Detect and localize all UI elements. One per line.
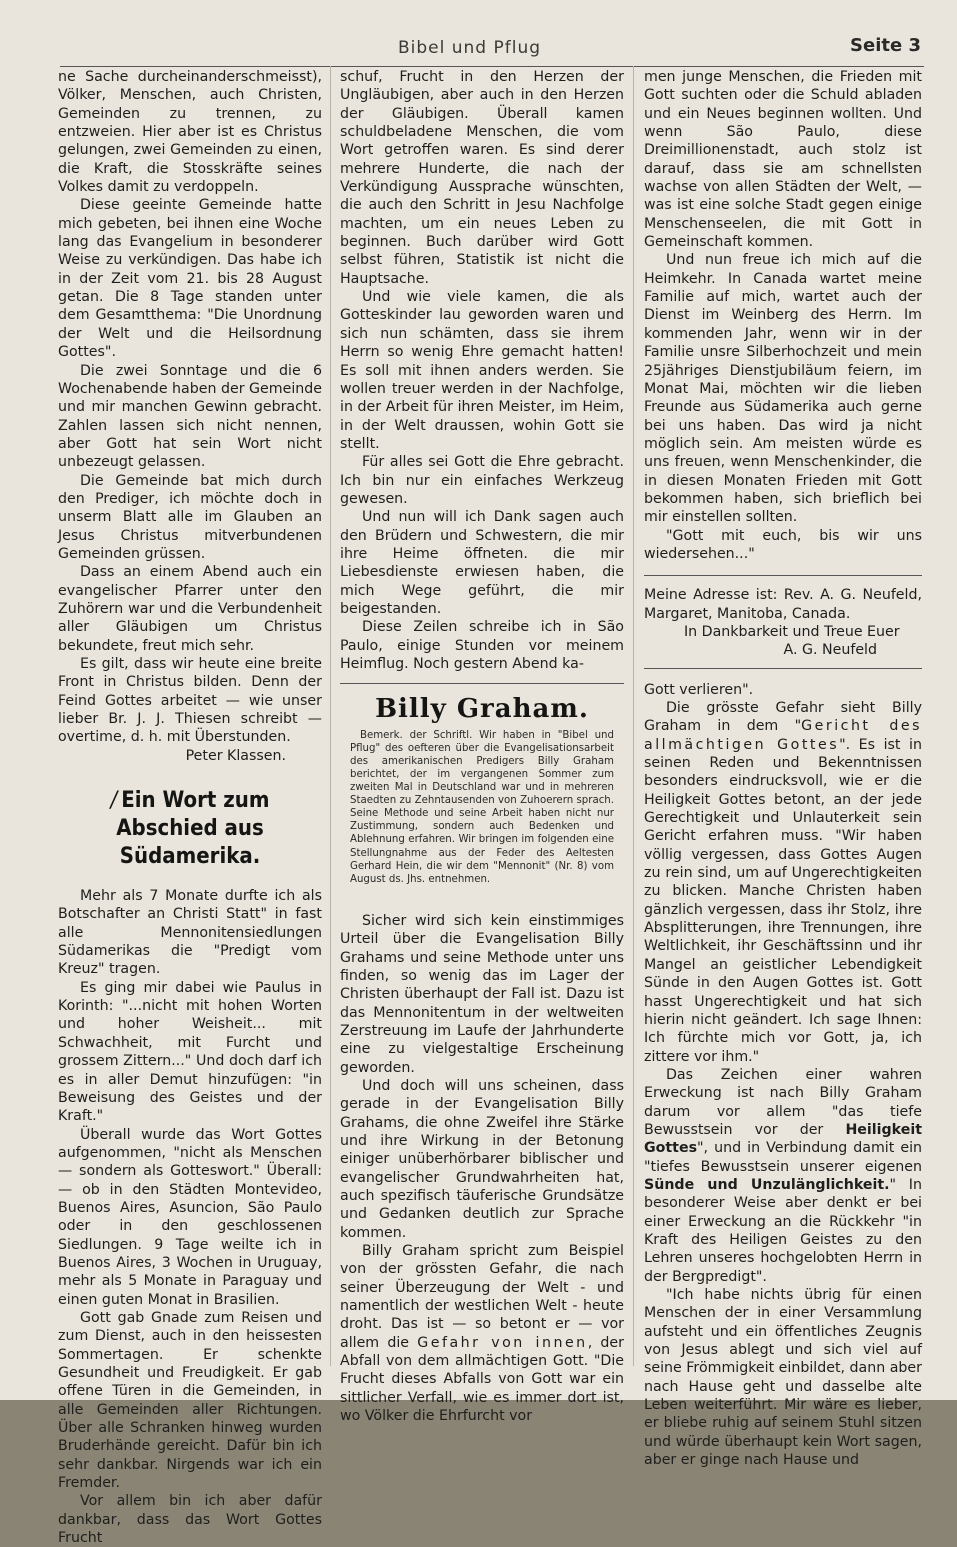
- paragraph: Überall wurde das Wort Gottes aufgenommen, "nicht als Menschen — sondern als Gotteswort." Überall: — ob in den Städten Montevideo, Buenos Aires, Asuncion, São Paulo oder in den geschlossenen Siedlungen. 9 Tage weilte ich in Buenos Aires, 3 Wochen in Uruguay, mehr als 5 Monate in Paraguay und einen guten Monat in Brasilien.: [58, 1126, 322, 1308]
- emphasis-text: Gefahr von innen: [417, 1334, 588, 1351]
- text-run: ", und in Verbindung damit ein "tiefes Bewusstsein unserer eigenen: [644, 1140, 922, 1175]
- page-number: Seite 3: [850, 35, 921, 56]
- paragraph: Und nun will ich Dank sagen auch den Brüdern und Schwestern, die mir ihre Heime öffneten. die mir Liebesdienste erwiesen haben, die mich Wege geführt, die mir beigestanden.: [340, 509, 624, 617]
- header-rule: [60, 66, 924, 67]
- editor-note-text: Bemerk. der Schriftl. Wir haben in "Bibel und Pflug" des oefteren über die Evangelisationsarbeit des amerikanischen Predigers Billy Graham berichtet, der im vergangenen Sommer zum zweiten Mal in Deutschland war und in mehreren Staedten zu Zehntausenden von Zuhoerern sprach. Seine Methode und seine Arbeit haben nicht nur Zustimmung, sondern auch Bedenken und Ablehnung erfahren. Wir bringen im folgenden eine Stellungnahme aus der Feder des Aeltesten Gerhard Hein, die wir dem "Mennonit" (Nr. 8) vom August ds. Jhs. entnehmen.: [350, 729, 614, 885]
- paragraph: Die Gemeinde bat mich durch den Prediger, ich möchte doch in unserm Blatt alle im Glauben an Jesus Christus mitverbundenen Gemeinden grüssen.: [58, 472, 322, 562]
- text-run: Die grösste Gefahr sieht Billy Graham in dem ": [644, 700, 922, 735]
- column-middle: [340, 68, 624, 1425]
- paragraph: Diese geeinte Gemeinde hatte mich gebeten, bei ihnen eine Woche lang das Evangelium in besonderer Weise zu verkündigen. Das habe ich in der Zeit vom 21. bis 28 August getan. Die 8 Tage standen unter dem Gesamtthema: "Die Unordnung der Welt und die Heilsordnung Gottes".: [58, 197, 322, 361]
- closing-line: In Dankbarkeit und Treue Euer: [684, 623, 900, 640]
- text-run: Billy Graham spricht zum Beispiel von der grössten Gefahr, die nach seiner Überzeugung der Welt - und namentlich der westlichen Welt - heute droht. Das ist — so betont er — vor allem die: [340, 1243, 624, 1351]
- text-run: , der Abfall von dem allmächtigen Gott. "Die Frucht dieses Abfalls von Gott war ein sittlicher Verfall, wie es immer dort ist, wo Völker die Ehrfurcht vor: [340, 1334, 624, 1425]
- headline-text: Ein Wort zum Abschied aus Südamerika.: [116, 788, 270, 870]
- paragraph: Mehr als 7 Monate durfte ich als Botschafter an Christi Statt" in fast alle Mennonitensiedlungen Südamerikas die "Predigt vom Kreuz" tragen.: [58, 888, 322, 978]
- column-divider: [633, 66, 634, 1366]
- paragraph: "Gott mit euch, bis wir uns wiedersehen...": [644, 527, 922, 562]
- paragraph: Diese Zeilen schreibe ich in São Paulo, einige Stunden vor meinem Heimflug. Noch gestern Abend ka-: [340, 619, 624, 672]
- article-headline: [58, 787, 322, 871]
- paragraph: Es gilt, dass wir heute eine breite Front in Christus bilden. Denn der Feind Gottes arbeitet — wie unser lieber Br. J. J. Thiesen schreibt — overtime, d. h. mit Überstunden.: [58, 656, 322, 746]
- paragraph: Es ging mir dabei wie Paulus in Korinth: "...nicht mit hohen Worten und hoher Weisheit... mit Schwachheit, mit Furcht und grossem Zittern..." Und doch darf ich es in aller Demut hinzufügen: "in Beweisung des Geistes und der Kraft.": [58, 979, 322, 1125]
- author-signature: A. G. Neufeld: [783, 642, 877, 659]
- headline-mark: /: [110, 788, 118, 814]
- emphasis-text: Gericht des allmächtigen Gottes: [644, 718, 922, 753]
- paragraph: Gott verlieren".: [644, 681, 754, 698]
- paragraph: Und wie viele kamen, die als Gotteskinder lau geworden waren und sich nun schämten, dass sie ihrem Herrn so wenig Ehre gemacht hatten! Es soll mit ihnen anders werden. Sie wollen treuer werden in der Nachfolge, in der Arbeit für ihren Meister, im Heim, in der Welt draussen, wohin Gott sie stellt.: [340, 289, 624, 452]
- paragraph: Vor allem bin ich aber dafür dankbar, dass das Wort Gottes Frucht: [58, 1493, 322, 1547]
- bold-text: Heiligkeit Gottes: [644, 1121, 922, 1157]
- paragraph: [644, 699, 922, 1066]
- text-run: Das Zeichen einer wahren Erweckung ist nach Billy Graham darum vor allem "das tiefe Bewusstsein vor der: [644, 1066, 922, 1138]
- paragraph: Gott gab Gnade zum Reisen und zum Dienst, auch in den heissesten Sommertagen. Er schenkte Gesundheit und Freudigkeit. Er gab offene Türen in die Gemeinden, in alle Gemeinden aller Richtungen. Über alle Schranken hinweg wurden Bruderhände gereicht. Dafür bin ich sehr dankbar. Nirgends war ich ein Fremder.: [58, 1309, 322, 1492]
- paragraph: [644, 1066, 922, 1286]
- publication-title: Bibel und Pflug: [398, 38, 542, 58]
- article-separator: [340, 683, 624, 684]
- address-line: Meine Adresse ist: Rev. A. G. Neufeld, Margaret, Manitoba, Canada.: [644, 587, 922, 622]
- section-separator: [644, 575, 922, 576]
- address-block: [644, 586, 922, 659]
- column-left: [58, 68, 322, 1547]
- paragraph: Die zwei Sonntage und die 6 Wochenabende haben der Gemeinde und mir manchen Gewinn gebracht. Zahlen lassen sich nicht nennen, aber Gott hat sein Wort nicht unbezeugt gelassen.: [58, 362, 322, 471]
- article-separator: [644, 668, 922, 669]
- page-header: [0, 30, 957, 64]
- editor-note: [350, 729, 614, 886]
- paragraph: schuf, Frucht in den Herzen der Ungläubigen, aber auch in den Herzen der Gläubigen. Überall kamen schuldbeladene Menschen, die vom Wort getroffen waren. Es sind derer mehrere Hunderte, die nach der Verkündigung Aussprache wünschten, die auch den Schritt in Jesu Nachfolge machten, um ein neues Leben zu beginnen. Buch darüber wird Gott selbst führen, Statistik ist nicht die Hauptsache.: [340, 69, 624, 287]
- author-signature: Peter Klassen.: [185, 747, 286, 764]
- article-headline: Billy Graham.: [375, 694, 589, 725]
- column-divider: [330, 66, 331, 1366]
- paragraph: "Ich habe nichts übrig für einen Menschen der in einer Versammlung aufsteht und ein öffentliches Zeugnis von Jesus ablegt und sich viel auf seine Frömmigkeit einbildet, dann aber nach Hause geht und dasselbe alte Leben weiterführt. Mir wäre es lieber, er bliebe ruhig auf seinem Stuhl sitzen und würde überhaupt kein Wort sagen, aber er ginge nach Hause und: [644, 1287, 922, 1469]
- bold-text: Sünde und Unzulänglichkeit.: [644, 1176, 890, 1193]
- paragraph: Dass an einem Abend auch ein evangelischer Pfarrer unter den Zuhörern war und die Verbundenheit aller Gläubigen um Christus bekundete, freut mich sehr.: [58, 564, 322, 654]
- paragraph: [340, 1242, 624, 1425]
- paragraph: Sicher wird sich kein einstimmiges Urteil über die Evangelisation Billy Grahams und seine Methode unter uns finden, so wenig das im Lager der Christen überhaupt der Fall ist. Dazu ist das Mennonitentum in der weltweiten Zerstreuung im Laufe der Jahrhunderte eine zu vielgestaltige Erscheinung geworden.: [340, 912, 624, 1076]
- text-run: ". Es ist in seinen Reden und Bekenntnissen besonders eindrucksvoll, wie er die Heiligkeit Gottes betont, an der jede Gerechtigkeit und Unlauterkeit sein Gericht erfahren muss. "Wir haben völlig vergessen, dass Gottes Augen zu rein sind, um auf Ungerechtigkeiten zu blicken. Manche Christen haben gänzlich vergessen, dass ihr Stolz, ihre Absplitterungen, ihre Trennungen, ihre Weltlichkeit, ihr Geschäftssinn und ihr Mangel an geistlicher Lebendigkeit Sünde in den Augen Gottes ist. Gott hasst Ungerechtigkeit und hat sich hierin nicht geändert. Ich sage Ihnen: Ich fürchte mich vor Gott, ja, ich zittere vor ihm.": [644, 736, 922, 1065]
- paragraph: Für alles sei Gott die Ehre gebracht. Ich bin nur ein einfaches Werkzeug gewesen.: [340, 454, 624, 507]
- paragraph: men junge Menschen, die Frieden mit Gott suchten oder die Schuld abladen und ein Neues beginnen wollten. Und wenn São Paulo, diese Dreimillionenstadt, auch stolz ist darauf, dass sie am schnellsten wachse von allen Städten der Welt, — was ist eine solche Stadt gegen einige Menschenseelen, die mit Gott in Gemeinschaft kommen.: [644, 69, 922, 251]
- paragraph: ne Sache durcheinanderschmeisst), Völker, Menschen, auch Christen, Gemeinden zu trennen, zu entzweien. Hier aber ist es Christus gelungen, zwei Gemeinden zu einen, die Kraft, die Stosskräfte seines Volkes damit zu verdoppeln.: [58, 69, 322, 196]
- paragraph: Und nun freue ich mich auf die Heimkehr. In Canada wartet meine Familie auf mich, wartet auch der Dienst im Weinberg des Herrn. Im kommenden Jahr, wenn wir in der Familie unsre Silberhochzeit und mein 25jähriges Dienstjubiläum feiern, im Monat Mai, möchten wir die lieben Freunde aus Südamerika auch gerne bei uns haben. Das wird ja nicht möglich sein. Am meisten würde es uns freuen, wenn Menschenkinder, die in diesen Monaten Frieden mit Gott bekommen haben, sich brieflich bei mir einstellen sollten.: [644, 252, 922, 526]
- text-run: " In besonderer Weise aber denkt er bei einer Erweckung an die Rückkehr "in Kraft des Heiligen Geistes zu den Lehren unseres hochgelobten Herrn in der Bergpredigt".: [644, 1176, 922, 1285]
- column-right: [644, 68, 922, 1469]
- paragraph: Und doch will uns scheinen, dass gerade in der Evangelisation Billy Grahams, die ohne Zweifel ihre Stärke und ihre Wirkung in der Betonung einiger unüberhörbarer biblischer und evangelischer Grundwahrheiten hat, auch spezifisch täuferische Grundsätze und Gedanken deutlich zur Sprache kommen.: [340, 1077, 624, 1241]
